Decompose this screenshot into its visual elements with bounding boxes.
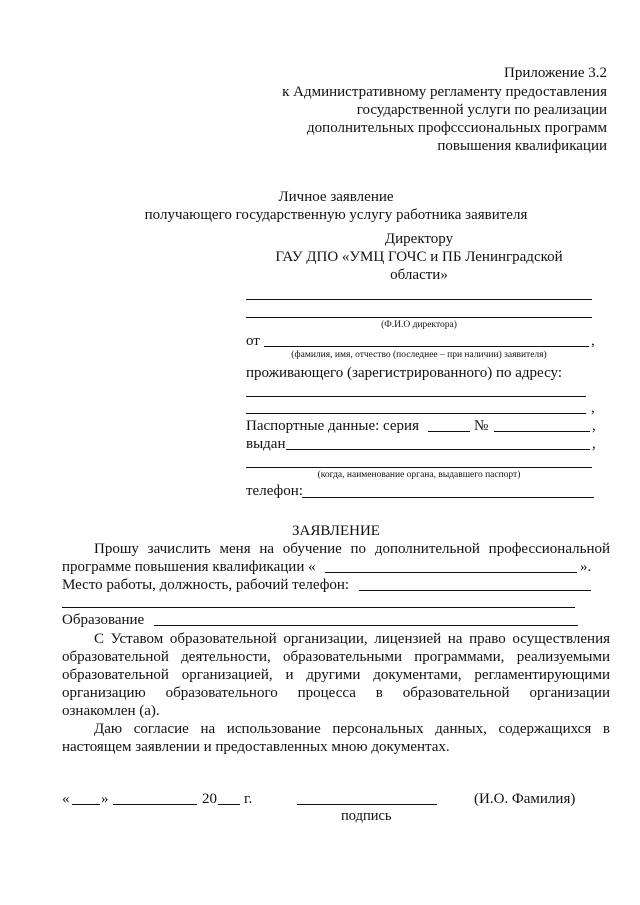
program-line [325,572,577,573]
addressee-line: ГАУ ДПО «УМЦ ГОЧС и ПБ Ленинградской [275,249,563,265]
applicant-name-line [264,346,589,347]
signer-name-hint: (И.О. Фамилия) [474,791,576,807]
addressee-line: области» [390,267,448,283]
statement-paragraph-line: С Уставом образовательной организации, лицензией на право осуществления [94,631,610,647]
program-close-quote: ». [580,559,592,575]
heading-subtitle: получающего государственную услугу работника заявителя [144,207,528,223]
addressee-line: Директору [384,231,454,247]
address-line-1 [246,396,586,397]
issued-hint: (когда, наименование органа, выдавшего паспорт) [317,470,521,480]
phone-line [302,497,594,498]
workplace-line-2 [62,607,575,608]
workplace-line-1 [359,590,591,591]
program-label: программе повышения квалификации « [62,559,316,575]
appendix-line: к Административному регламенту предоставления [282,84,607,100]
consent-paragraph-line: настоящем заявлении и предоставленных мною документах. [62,739,450,755]
passport-number-line [494,431,590,432]
signature-line [297,804,437,805]
statement-title: ЗАЯВЛЕНИЕ [292,523,380,539]
residing-label: проживающего (зарегистрированного) по адресу: [246,365,563,381]
phone-label: телефон: [246,483,303,499]
workplace-label: Место работы, должность, рабочий телефон: [62,577,350,593]
from-label: от [246,333,260,349]
address-line-2 [246,413,586,414]
passport-number-label: № [474,418,489,434]
statement-paragraph-line: организацию образовательного процесса в образовательной организации [62,685,610,701]
education-label: Образование [62,612,145,628]
appendix-line: государственной услуги по реализации [356,102,607,118]
date-day-line [72,804,100,805]
issued-line-1 [286,449,590,450]
appendix-number: Приложение 3.2 [503,65,607,81]
statement-paragraph-line: Прошу зачислить меня на обучение по дополнительной профессиональной [94,541,610,557]
director-name-line-1 [246,299,592,300]
address-comma: , [591,400,595,416]
issued-label: выдан [246,436,286,452]
passport-comma: , [592,418,596,434]
education-line [154,625,578,626]
signature-hint: подпись [341,808,392,824]
passport-series-line [428,431,470,432]
passport-label: Паспортные данные: серия [246,418,419,434]
date-year-line [218,804,240,805]
date-open-quote: « [62,791,70,807]
statement-paragraph-line: ознакомлен (а). [62,703,160,719]
heading-title: Личное заявление [278,189,394,205]
date-month-line [113,804,197,805]
issued-line-2 [246,467,592,468]
statement-paragraph-line: образовательной организацией, и другими документами, регламентирующими [62,667,610,683]
appendix-line: повышения квалификации [437,138,607,154]
director-name-line-2 [246,317,592,318]
issued-comma: , [592,436,596,452]
applicant-hint: (фамилия, имя, отчество (последнее – при наличии) заявителя) [291,350,547,360]
director-hint: (Ф.И.О директора) [381,320,457,330]
date-year-prefix: 20 [202,791,217,807]
date-year-suffix: г. [244,791,253,807]
statement-paragraph-line: образовательной деятельности, образовательными программами, реализуемыми [62,649,610,665]
consent-paragraph-line: Даю согласие на использование персональных данных, содержащихся в [94,721,610,737]
date-close-quote: » [101,791,109,807]
appendix-line: дополнительных профсссиональных программ [307,120,607,136]
from-comma: , [591,333,595,349]
